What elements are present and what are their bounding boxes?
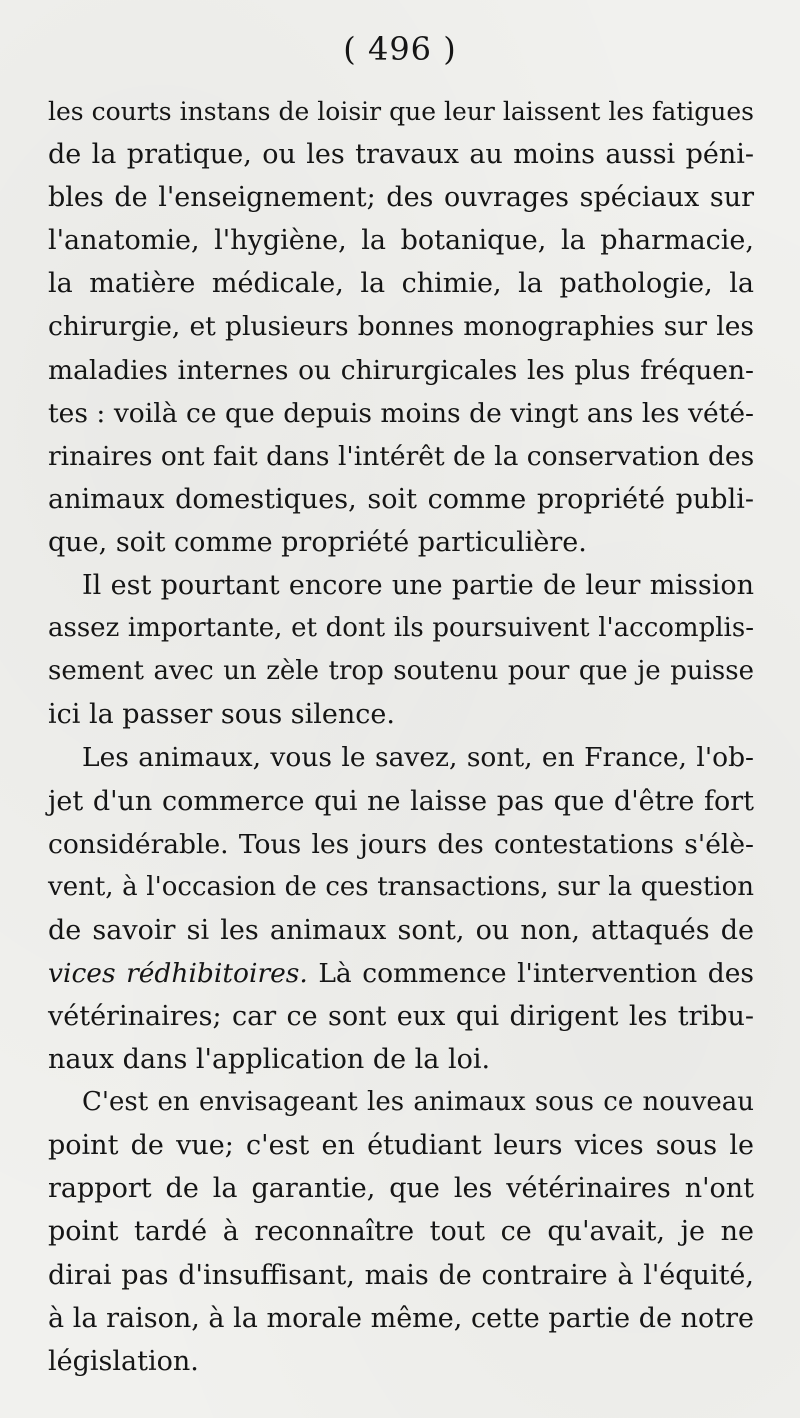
paragraph-3: [48, 736, 754, 1081]
italic-term: vices rédhibitoires.: [48, 957, 308, 989]
text-line: naux dans l'application de la loi.: [48, 1044, 491, 1076]
page-number: ( 496 ): [343, 30, 457, 68]
text-line: dirai pas d'insuffisant, mais de contraire à l'équité,: [48, 1259, 754, 1291]
text-line: rinaires ont fait dans l'intérêt de la conservation des: [48, 440, 755, 472]
text-line: Les animaux, vous le savez, sont, en France, l'ob-: [82, 742, 754, 774]
paragraph-1: [48, 90, 754, 564]
text-line: jet d'un commerce qui ne laisse pas que d'être fort: [48, 785, 754, 817]
text-line: Il est pourtant encore une partie de leur mission: [82, 570, 754, 602]
text-line: les courts instans de loisir que leur laissent les fatigues: [48, 97, 754, 126]
text-line: assez importante, et dont ils poursuivent l'accomplis-: [48, 613, 754, 644]
text-line: de la pratique, ou les travaux au moins aussi péni-: [48, 139, 754, 171]
text-line: que, soit comme propriété particulière.: [48, 526, 587, 558]
text-line: vent, à l'occasion de ces transactions, sur la question: [48, 871, 754, 902]
text-line: à la raison, à la morale même, cette partie de notre: [48, 1302, 754, 1334]
text-line: bles de l'enseignement; des ouvrages spéciaux sur: [48, 182, 754, 214]
text-line: C'est en envisageant les animaux sous ce nouveau: [82, 1087, 754, 1118]
text-line: l'anatomie, l'hygiène, la botanique, la pharmacie,: [48, 225, 754, 257]
text-line: considérable. Tous les jours des contestations s'élè-: [48, 828, 754, 860]
text-line: tes : voilà ce que depuis moins de vingt ans les vété-: [48, 397, 754, 429]
text-line: maladies internes ou chirurgicales les plus fréquen-: [48, 354, 754, 386]
text-line: point de vue; c'est en étudiant leurs vices sous le: [48, 1130, 754, 1162]
text-line: rapport de la garantie, que les vétérinaires n'ont: [48, 1173, 754, 1205]
text-line: législation.: [48, 1345, 199, 1377]
text-line-mixed: [48, 952, 754, 995]
text-line: ici la passer sous silence.: [48, 699, 395, 731]
body-text: [48, 90, 754, 1383]
text-line: vétérinaires; car ce sont eux qui dirigent les tribu-: [48, 1000, 754, 1032]
text-line: la matière médicale, la chimie, la pathologie, la: [48, 268, 754, 300]
text-segment: Là commence l'intervention des: [307, 957, 754, 989]
text-line: de savoir si les animaux sont, ou non, attaqués de: [48, 914, 754, 946]
text-line: point tardé à reconnaître tout ce qu'avait, je ne: [48, 1216, 754, 1248]
paragraph-2: [48, 564, 754, 736]
text-line: chirurgie, et plusieurs bonnes monographies sur les: [48, 311, 754, 343]
text-line: sement avec un zèle trop soutenu pour que je puisse: [48, 656, 754, 687]
paragraph-4: [48, 1081, 754, 1383]
text-line: animaux domestiques, soit comme propriété publi-: [48, 483, 754, 515]
